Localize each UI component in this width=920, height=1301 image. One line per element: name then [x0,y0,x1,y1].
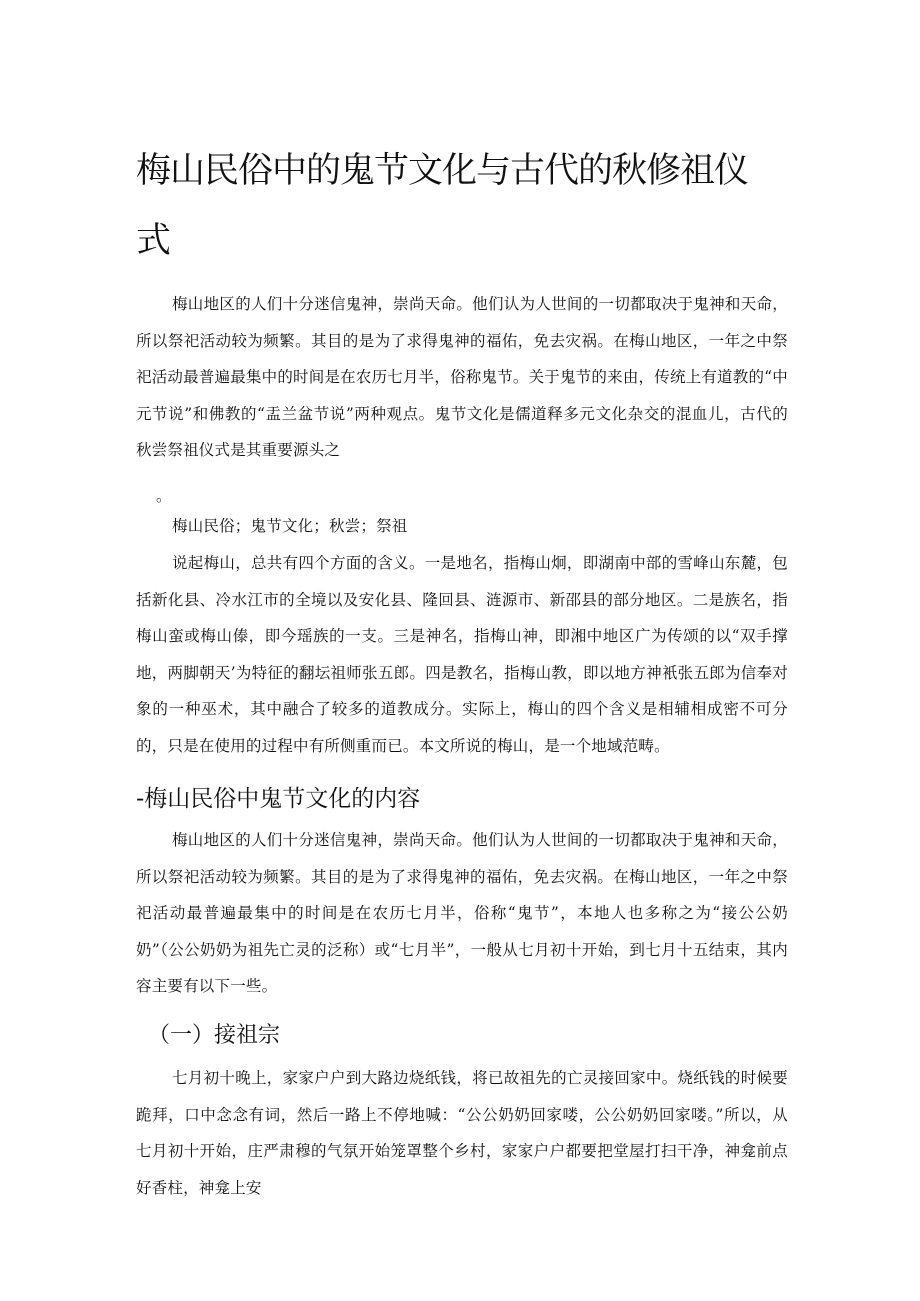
section-heading: -梅山民俗中鬼节文化的内容 [136,786,421,812]
abstract-end-mark: 。 [156,487,172,505]
section-paragraph: 梅山地区的人们十分迷信鬼神，崇尚天命。他们认为人世间的一切都取决于鬼神和天命，所以祭祀活动较为频繁。其目的是为了求得鬼神的福佑，免去灾祸。在梅山地区，一年之中祭祀活动最普遍最集中的时间是在农历七月半，俗称“鬼节”，本地人也多称之为“接公公奶奶”（公公奶奶为祖先亡灵的泛称）或“七月半”，一般从七月初十开始，到七月十五结束，其内容主要有以下一些。 [136,831,788,995]
intro-paragraph: 说起梅山，总共有四个方面的含义。一是地名，指梅山炯，即湖南中部的雪峰山东麓，包括新化县、冷水江市的全境以及安化县、隆回县、涟源市、新邵县的部分地区。二是族名，指梅山蛮或梅山傣，即今瑶族的一支。三是神名，指梅山神，即湘中地区广为传颂的以“双手撑地，两脚朝天’为特征的翻坛祖师张五郎。四是教名，指梅山教，即以地方神衹张五郎为信奉对象的一种巫术，其中融合了较多的道教成分。实际上，梅山的四个含义是相辅相成密不可分的，只是在使用的过程中有所侧重而已。本文所说的梅山，是一个地域范畴。 [136,554,788,755]
document-title: 梅山民俗中的鬼节文化与古代的秋修祖仪式 [136,151,749,261]
subsection-paragraph: 七月初十晚上，家家户户到大路边烧纸钱，将已故祖先的亡灵接回家中。烧纸钱的时候要跪拜，口中念念有词，然后一路上不停地喊：“公公奶奶回家喽，公公奶奶回家喽。”所以，从七月初十开始，庄严肃穆的气氛开始笼罩整个乡村，家家户户都要把堂屋打扫干净，神龛前点好香柱，神龛上安 [136,1069,788,1197]
abstract-paragraph: 梅山地区的人们十分迷信鬼神，崇尚天命。他们认为人世间的一切都取决于鬼神和天命，所以祭祀活动较为频繁。其目的是为了求得鬼神的福佑，免去灾祸。在梅山地区，一年之中祭祀活动最普遍最集中的时间是在农历七月半，俗称鬼节。关于鬼节的来由，传统上有道教的“中元节说”和佛教的“盂兰盆节说”两种观点。鬼节文化是儒道释多元文化杂交的混血儿，古代的秋尝祭祖仪式是其重要源头之 [136,295,788,459]
subsection-heading: （一）接祖宗 [148,1023,281,1048]
keywords-line: 梅山民俗；鬼节文化；秋尝；祭祖 [172,517,408,535]
